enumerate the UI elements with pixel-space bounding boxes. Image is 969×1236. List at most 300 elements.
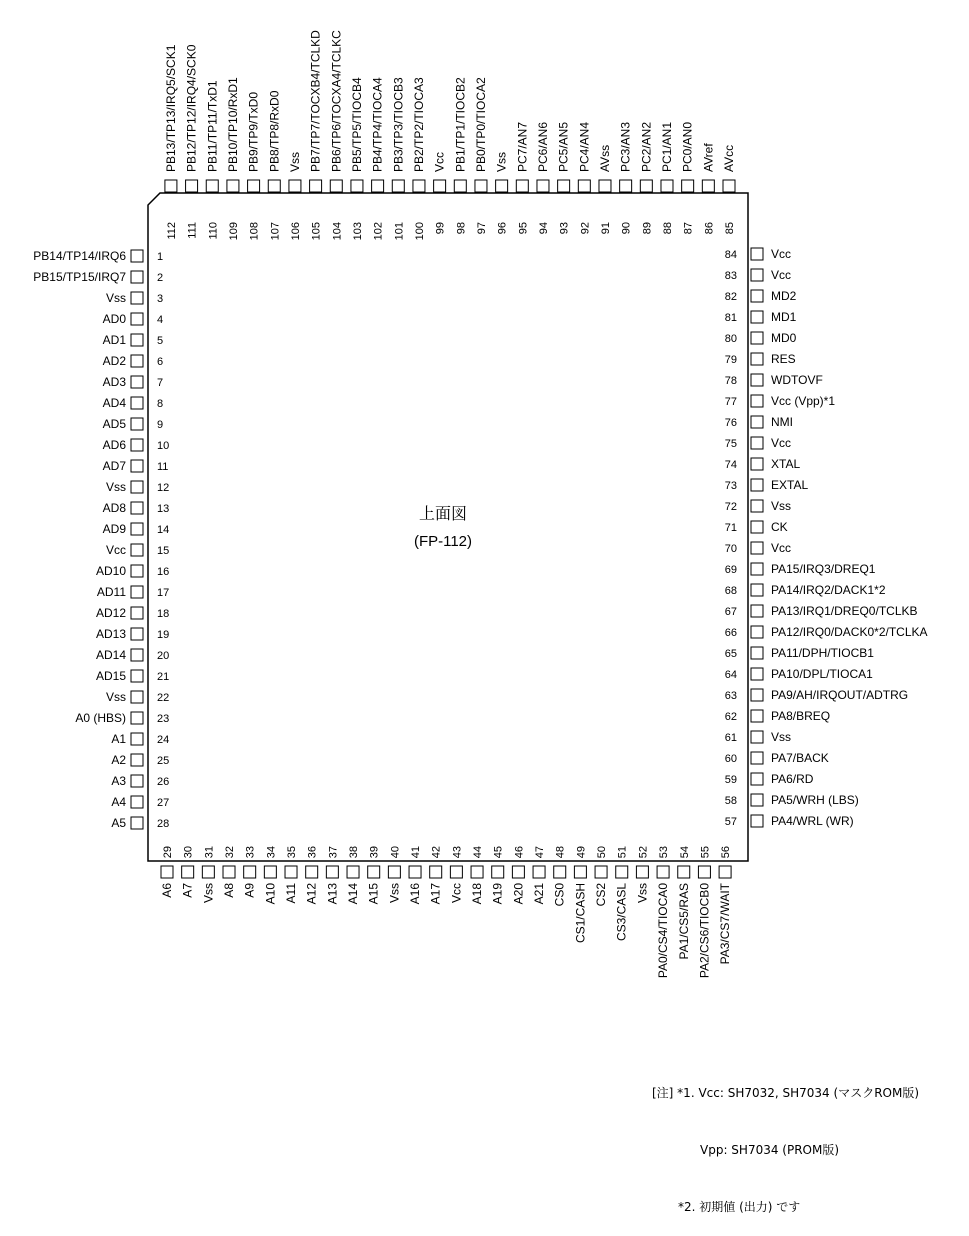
pin-name: PA7/BACK xyxy=(771,751,829,765)
pin-name: NMI xyxy=(771,415,793,429)
pin-pad xyxy=(131,691,143,703)
pin-number: 92 xyxy=(579,222,592,235)
pin-name: A8 xyxy=(222,883,237,898)
pin-number: 45 xyxy=(492,846,505,859)
pin-pad xyxy=(388,866,400,878)
pin-name: PC4/AN4 xyxy=(577,121,592,172)
pin-name: A1 xyxy=(111,732,126,746)
pin-number: 39 xyxy=(368,846,381,859)
pin-name: PA2/CS6/TIOCB0 xyxy=(697,883,712,979)
pin-name: PC2/AN2 xyxy=(639,121,654,172)
pin-pad xyxy=(661,180,673,192)
pin-name: A3 xyxy=(111,774,126,788)
pin-number: 50 xyxy=(596,846,609,859)
pin-number: 51 xyxy=(616,846,629,859)
pin-name: Vss xyxy=(771,730,792,744)
pin-pad xyxy=(751,311,763,323)
pin-pad xyxy=(413,180,425,192)
pin-pad xyxy=(751,689,763,701)
pin-number: 112 xyxy=(165,222,178,240)
pin-name: A7 xyxy=(180,883,195,898)
pin-number: 61 xyxy=(724,732,737,744)
pin-number: 70 xyxy=(724,543,737,555)
pin-number: 57 xyxy=(724,816,737,828)
pin-name: A15 xyxy=(366,883,381,905)
pin-name: Vcc xyxy=(432,151,447,172)
pin-name: MD1 xyxy=(771,310,797,324)
pin-number: 60 xyxy=(724,753,737,765)
pin-pad xyxy=(131,733,143,745)
pin-number: 96 xyxy=(496,222,509,235)
pin-name: AD4 xyxy=(102,396,126,410)
pin-name: Vss xyxy=(105,690,126,704)
pin-pad xyxy=(751,437,763,449)
pin-name: PA12/IRQ0/DACK0*2/TCLKA xyxy=(771,625,928,639)
pin-number: 22 xyxy=(157,692,170,704)
pin-pad xyxy=(533,866,545,878)
pin-number: 102 xyxy=(372,222,385,241)
pin-number: 69 xyxy=(724,564,737,576)
pin-number: 36 xyxy=(306,846,319,859)
pin-name: WDTOVF xyxy=(771,373,823,387)
bottom-pins xyxy=(160,846,732,978)
pin-pad xyxy=(326,866,338,878)
pin-pad xyxy=(310,180,322,192)
pin-number: 28 xyxy=(157,818,170,830)
pin-number: 37 xyxy=(327,846,340,859)
pin-pad xyxy=(131,565,143,577)
pin-name: PA0/CS4/TIOCA0 xyxy=(656,883,671,979)
pin-name: Vcc xyxy=(771,436,792,450)
pin-number: 84 xyxy=(724,249,737,261)
pin-pad xyxy=(751,416,763,428)
pin-number: 75 xyxy=(724,438,737,450)
pin-number: 7 xyxy=(157,377,164,389)
pin-pad xyxy=(131,355,143,367)
pin-pad xyxy=(285,866,297,878)
pin-number: 105 xyxy=(310,222,323,241)
pin-name: PA5/WRH (LBS) xyxy=(771,793,859,807)
pin-pad xyxy=(131,628,143,640)
pin-pad xyxy=(751,500,763,512)
package-body xyxy=(148,193,748,861)
pin-pad xyxy=(678,866,690,878)
pin-name: AVcc xyxy=(722,144,736,172)
pin-number: 101 xyxy=(393,222,406,241)
pin-name: Vss xyxy=(387,883,402,904)
pin-pad xyxy=(227,180,239,192)
pin-name: XTAL xyxy=(771,457,801,471)
pin-number: 111 xyxy=(186,222,199,239)
pin-name: CS1/CASH xyxy=(573,883,588,944)
pin-number: 1 xyxy=(157,251,164,263)
pin-name: AD12 xyxy=(95,606,126,620)
pin-name: PC6/AN6 xyxy=(535,121,550,172)
pin-name: A20 xyxy=(511,883,526,905)
pin-pad xyxy=(558,180,570,192)
pin-name: A0 (HBS) xyxy=(75,711,126,725)
pin-number: 43 xyxy=(451,846,464,859)
pin-pad xyxy=(475,180,487,192)
view-label: 上面図 xyxy=(418,504,468,523)
pin-pad xyxy=(131,397,143,409)
pin-number: 63 xyxy=(724,690,737,702)
pin-pad xyxy=(751,794,763,806)
pin-pad xyxy=(751,458,763,470)
pin-number: 6 xyxy=(157,356,164,368)
pin-name: A18 xyxy=(470,883,485,905)
pin-name: A12 xyxy=(304,883,319,905)
pin-pad xyxy=(574,866,586,878)
pin-name: A6 xyxy=(160,883,174,898)
pin-number: 11 xyxy=(157,461,169,473)
pin-pad xyxy=(131,523,143,535)
pin-pad xyxy=(512,866,524,878)
pin-name: A17 xyxy=(428,883,443,905)
pin-name: PA6/RD xyxy=(771,772,814,786)
pin-pad xyxy=(496,180,508,192)
pin-number: 24 xyxy=(157,734,170,746)
pin-number: 65 xyxy=(724,648,737,660)
pin-name: Vss xyxy=(105,291,126,305)
pin-pad xyxy=(454,180,466,192)
pin-name: RES xyxy=(771,352,796,366)
pin-pad xyxy=(751,710,763,722)
pin-name: A9 xyxy=(242,883,257,898)
pin-number: 12 xyxy=(157,482,170,494)
pin-name: PA11/DPH/TIOCB1 xyxy=(771,646,874,660)
pin-name: PC1/AN1 xyxy=(659,121,674,172)
pin-pad xyxy=(131,607,143,619)
footnote-1: [注] *1. Vcc: SH7032, SH7034 (マスクROM版) xyxy=(652,1086,920,1100)
pin-number: 56 xyxy=(720,846,733,859)
pin-number: 34 xyxy=(265,846,278,859)
pin-name: PB14/TP14/IRQ6 xyxy=(33,249,126,263)
pin-name: PB15/TP15/IRQ7 xyxy=(33,270,126,284)
pin-pad xyxy=(751,563,763,575)
pin-number: 40 xyxy=(389,846,402,859)
pin-number: 33 xyxy=(244,846,257,859)
pin-number: 8 xyxy=(157,398,164,410)
pin-pad xyxy=(616,866,628,878)
pin-name: AD13 xyxy=(95,627,126,641)
pin-name: PB10/TP10/RxD1 xyxy=(225,77,240,172)
pin-pad xyxy=(430,866,442,878)
pin-name: Vss xyxy=(771,499,792,513)
pin-pad xyxy=(289,180,301,192)
pin-number: 9 xyxy=(157,419,164,431)
pin-pad xyxy=(723,180,735,192)
pin-pad xyxy=(372,180,384,192)
pin-number: 78 xyxy=(724,375,737,387)
pin-number: 71 xyxy=(724,522,737,534)
pin-number: 31 xyxy=(203,846,216,859)
pin-number: 72 xyxy=(724,501,737,513)
pin-number: 99 xyxy=(434,222,447,235)
pin-name: A13 xyxy=(325,883,340,905)
pin-name: Vss xyxy=(635,883,650,904)
pin-pad xyxy=(751,647,763,659)
pin-number: 46 xyxy=(513,846,526,859)
pin-pad xyxy=(492,866,504,878)
pin-name: A11 xyxy=(284,883,299,904)
pin-pad xyxy=(751,269,763,281)
pin-number: 68 xyxy=(724,585,737,597)
pin-number: 29 xyxy=(162,846,174,859)
pin-pad xyxy=(306,866,318,878)
pin-name: PB5/TP5/TIOCB4 xyxy=(349,77,364,172)
pin-pad xyxy=(751,542,763,554)
pin-pad xyxy=(131,460,143,472)
pin-pad xyxy=(409,866,421,878)
pin-name: A14 xyxy=(346,883,361,905)
pin-pad xyxy=(751,395,763,407)
pin-name: AD11 xyxy=(96,585,126,599)
pin-pad xyxy=(640,180,652,192)
pin-number: 66 xyxy=(724,627,737,639)
pin-pad xyxy=(751,731,763,743)
pin-pad xyxy=(751,374,763,386)
pin-pad xyxy=(537,180,549,192)
pin-number: 85 xyxy=(724,222,736,235)
pin-pad xyxy=(131,712,143,724)
pin-number: 79 xyxy=(724,354,737,366)
pin-name: A4 xyxy=(111,795,126,809)
pin-pad xyxy=(131,334,143,346)
pin-number: 26 xyxy=(157,776,170,788)
pin-pad xyxy=(131,502,143,514)
pin-pad xyxy=(165,180,177,192)
pin-name: PA13/IRQ1/DREQ0/TCLKB xyxy=(771,604,918,618)
pin-name: PA8/BREQ xyxy=(771,709,831,723)
pin-number: 97 xyxy=(475,222,488,235)
pin-pad xyxy=(330,180,342,192)
pin-name: PA3/CS7/WAIT xyxy=(718,883,733,965)
pin-pad xyxy=(131,439,143,451)
pin-pad xyxy=(131,649,143,661)
pin-pad xyxy=(244,866,256,878)
pin-number: 38 xyxy=(348,846,361,859)
pin-name: Vcc (Vpp)*1 xyxy=(771,394,836,408)
pin-name: AD6 xyxy=(102,438,126,452)
pin-number: 44 xyxy=(472,846,485,859)
pin-number: 106 xyxy=(289,222,302,241)
pin-pad xyxy=(392,180,404,192)
pin-number: 80 xyxy=(724,333,737,345)
pin-number: 110 xyxy=(207,222,220,240)
pin-number: 13 xyxy=(157,503,170,515)
pin-number: 21 xyxy=(157,671,170,683)
pin-name: Vcc xyxy=(449,883,464,904)
pin-number: 81 xyxy=(724,312,737,324)
pin-pad xyxy=(351,180,363,192)
pin-number: 52 xyxy=(637,846,650,859)
pin-name: AVss xyxy=(597,144,612,172)
pin-pad xyxy=(264,866,276,878)
pin-number: 15 xyxy=(157,545,170,557)
pin-pad xyxy=(268,180,280,192)
pin-number: 87 xyxy=(682,222,695,235)
pin-number: 14 xyxy=(157,524,170,536)
pin-pad xyxy=(131,544,143,556)
pin-name: PB1/TP1/TIOCB2 xyxy=(453,77,468,172)
pin-number: 74 xyxy=(724,459,737,471)
pin-pad xyxy=(223,866,235,878)
pin-pad xyxy=(751,353,763,365)
pin-name: Vcc xyxy=(105,543,126,557)
pin-name: EXTAL xyxy=(771,478,809,492)
pin-name: CK xyxy=(771,520,788,534)
pin-pad xyxy=(131,754,143,766)
pin-pad xyxy=(751,815,763,827)
pin-pad xyxy=(131,481,143,493)
pin-number: 27 xyxy=(157,797,170,809)
pin-name: PC0/AN0 xyxy=(680,121,695,172)
pin-name: Vss xyxy=(105,480,126,494)
pin-number: 93 xyxy=(558,222,571,235)
pin-pad xyxy=(719,866,731,878)
pin-number: 58 xyxy=(724,795,737,807)
pin-pad xyxy=(751,668,763,680)
pin-number: 47 xyxy=(534,846,547,859)
pin-name: A19 xyxy=(490,883,505,905)
pin-name: PC7/AN7 xyxy=(515,121,530,172)
pin-pad xyxy=(751,479,763,491)
pin-name: PB2/TP2/TIOCA3 xyxy=(411,77,426,172)
pin-number: 76 xyxy=(724,417,737,429)
pin-pad xyxy=(182,866,194,878)
pin-name: CS2 xyxy=(594,883,609,907)
pin-name: PA15/IRQ3/DREQ1 xyxy=(771,562,876,576)
pin-pad xyxy=(751,752,763,764)
pin-name: Vcc xyxy=(771,268,792,282)
pin-name: MD2 xyxy=(771,289,797,303)
pin-number: 62 xyxy=(724,711,737,723)
pin-pad xyxy=(131,817,143,829)
pin-number: 59 xyxy=(724,774,737,786)
pin-name: AD9 xyxy=(102,522,126,536)
pin-pad xyxy=(751,584,763,596)
pin-name: PA14/IRQ2/DACK1*2 xyxy=(771,583,886,597)
pin-number: 73 xyxy=(724,480,737,492)
pin-number: 10 xyxy=(157,440,170,452)
pin-number: 109 xyxy=(227,222,240,241)
pin-name: AD15 xyxy=(95,669,126,683)
pin-pad xyxy=(578,180,590,192)
pin-name: AD10 xyxy=(95,564,126,578)
pin-number: 107 xyxy=(269,222,282,241)
pin-pad xyxy=(450,866,462,878)
pin-number: 86 xyxy=(703,222,716,235)
pin-pad xyxy=(161,866,173,878)
pin-name: PB13/TP13/IRQ5/SCK1 xyxy=(163,44,178,172)
pin-pad xyxy=(131,376,143,388)
pin-name: Vss xyxy=(494,151,509,172)
pin-name: CS0 xyxy=(552,883,567,907)
pin-number: 42 xyxy=(430,846,443,859)
pin-number: 108 xyxy=(248,222,261,241)
pin-name: PB11/TP11/TxD1 xyxy=(205,80,220,172)
pin-name: AD14 xyxy=(95,648,126,662)
pin-number: 32 xyxy=(224,846,237,859)
pin-number: 4 xyxy=(157,314,164,326)
pin-pad xyxy=(186,180,198,192)
pin-pad xyxy=(599,180,611,192)
pin-pad xyxy=(751,773,763,785)
pin-name: Vss xyxy=(287,151,302,172)
footnote-2: *2. 初期値 (出力) です xyxy=(678,1200,801,1214)
pin-number: 3 xyxy=(157,293,164,305)
pin-name: PA1/CS5/RAS xyxy=(676,883,691,960)
pin-pad xyxy=(131,292,143,304)
pin-number: 17 xyxy=(157,587,170,599)
footnote-1b: Vpp: SH7034 (PROM版) xyxy=(700,1143,840,1157)
pin-name: PC5/AN5 xyxy=(556,121,571,172)
pin-pad xyxy=(702,180,714,192)
pin-number: 55 xyxy=(699,846,712,859)
pin-name: A2 xyxy=(111,753,126,767)
pin-name: AD3 xyxy=(102,375,126,389)
pin-pad xyxy=(131,586,143,598)
pin-name: AD2 xyxy=(102,354,126,368)
pin-name: PB9/TP9/TxD0 xyxy=(246,91,261,172)
pin-name: PB7/TP7/TOCXB4/TCLKD xyxy=(308,30,323,172)
pin-number: 90 xyxy=(620,222,633,235)
pin-number: 54 xyxy=(678,846,691,859)
pin-number: 53 xyxy=(658,846,671,859)
pin-pad xyxy=(434,180,446,192)
pin-number: 98 xyxy=(455,222,468,235)
pin-number: 82 xyxy=(724,291,737,303)
pin-pad xyxy=(347,866,359,878)
pin-number: 49 xyxy=(575,846,588,859)
pin-name: A21 xyxy=(532,883,547,905)
pin-pad xyxy=(751,626,763,638)
pin-name: PB12/TP12/IRQ4/SCK0 xyxy=(184,44,199,172)
pin-pad xyxy=(751,248,763,260)
pin-name: AD1 xyxy=(102,333,126,347)
pin-name: PC3/AN3 xyxy=(618,121,633,172)
pin-number: 77 xyxy=(724,396,737,408)
pin-pad xyxy=(620,180,632,192)
pin-number: 19 xyxy=(157,629,170,641)
pin-pad xyxy=(516,180,528,192)
pin-pad xyxy=(206,180,218,192)
pin-name: PB4/TP4/TIOCA4 xyxy=(370,77,385,172)
pin-pad xyxy=(131,271,143,283)
pin-number: 25 xyxy=(157,755,170,767)
pin-pad xyxy=(202,866,214,878)
left-pins xyxy=(33,249,169,830)
pin-name: CS3/CASL xyxy=(614,883,629,942)
pin-name: Vss xyxy=(201,883,216,904)
pin-number: 23 xyxy=(157,713,170,725)
pin-number: 20 xyxy=(157,650,170,662)
pin-pad xyxy=(595,866,607,878)
pin-number: 103 xyxy=(351,222,364,241)
pin-pad xyxy=(131,313,143,325)
pin-number: 104 xyxy=(331,222,344,241)
pin-pad xyxy=(636,866,648,878)
pin-name: PB8/TP8/RxD0 xyxy=(267,90,282,172)
pin-name: PB0/TP0/TIOCA2 xyxy=(473,77,488,172)
pin-pad xyxy=(682,180,694,192)
pin-number: 83 xyxy=(724,270,737,282)
pin-pad xyxy=(751,521,763,533)
pin-name: AD8 xyxy=(102,501,126,515)
pin-number: 94 xyxy=(537,222,550,235)
pin-pad xyxy=(657,866,669,878)
